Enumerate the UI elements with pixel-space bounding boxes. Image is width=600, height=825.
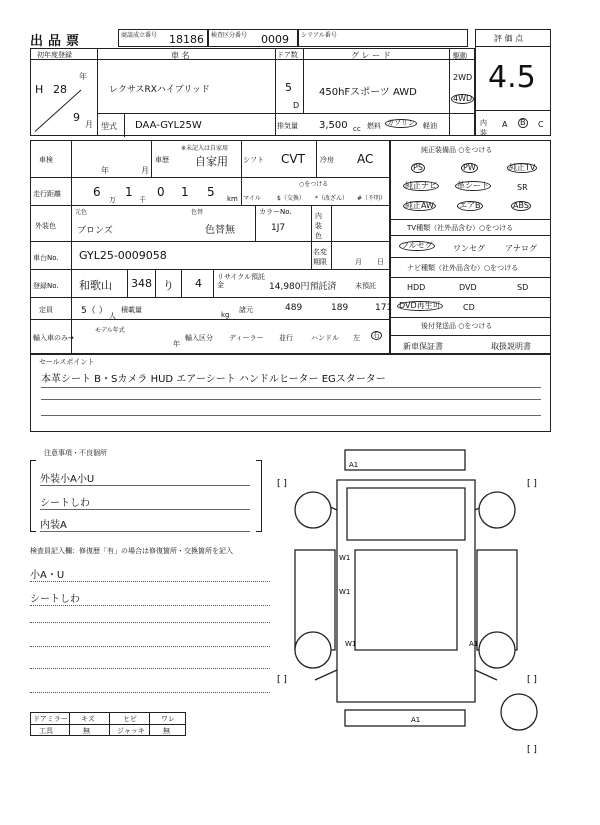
header-rack-box: 検査区分番号 0009 [208,29,298,47]
height-value: 171 [375,303,393,313]
color-change: 色替無 [205,225,235,236]
sales-point-box: セールスポイント 本革シート B・Sカメラ HUD エアーシート ハンドルヒーター EGスターター [30,354,551,432]
doors-value: 5 [285,81,292,94]
after-warranty: 新車保証書 [403,342,443,351]
equip-aw: 純正AW [405,201,434,210]
equip-abs: ABS [513,201,529,210]
color-no: 1J7 [271,223,286,233]
svg-text:[ ]: [ ] [277,675,287,685]
svg-text:[ ]: [ ] [277,479,287,489]
use-value: 自家用 [195,155,228,168]
sales-point-text: 本革シート B・Sカメラ HUD エアーシート ハンドルヒーター EGスターター [41,370,541,388]
mileage-digit-5: 5 [207,185,215,199]
model-value: DAA-GYL25W [135,120,202,131]
mileage-digit-1: 6 [93,185,101,199]
mileage-digit-3: 0 [157,185,165,199]
length-value: 489 [285,303,303,313]
note-2: シートしわ [40,494,250,510]
nav-dvd-play: DVD再生可 [399,301,441,310]
recycle-value: 14,980円預託済 [269,282,337,292]
note-3: 内装A [40,516,250,532]
header-lot-box: 商談成立番号 18186 [118,29,208,47]
equip-leather: 革シート [457,181,489,190]
first-reg-year: 28 [53,83,67,96]
chassis-no: GYL25-0009058 [79,249,167,262]
grade-value: 450hFスポーツ AWD [319,87,417,98]
car-name: レクサスRXハイブリッド [109,85,210,95]
drive-4wd-circled: 4WD [453,94,473,103]
after-manual: 取扱説明書 [491,342,531,351]
equip-sr: SR [517,183,528,192]
equip-ps: PS [413,163,423,172]
reg-num: 4 [195,277,202,290]
inspector-note-2: シートしわ [30,590,270,606]
notes-area: 注意事項・不良個所 外装小A小U シートしわ 内装A [30,448,270,538]
detail-table: 車検 年 月 車歴 ※未記入は自家用 自家用 シフト CVT 冷房 AC 走行距離 6 万 1 千 0 1 5 km ○をつける マイル $（交換） *（改ざん） #（不明） 外装色 元色 ブロンズ 色替 色替無 カラーNo. 1J7 内装色 車台No. GYL25-0009058 名変期限 月 日 登録No. 和歌山 348 り 4 リサイクル預託金 14,980円預託済 未預託 定員 5（ ） 人 積載量 kg 諸元 489 189 171 輸入車のみ→ モデル年式 年 輸入区分 ディーラー 並行 ハンドル 左 右 [30,140,390,354]
svg-text:[ ]: [ ] [527,675,537,685]
accessory-table: ドアミラー キズ ヒビ ワレ 工具 無 ジャッキ 無 [30,712,186,736]
reg-kana: り [163,279,174,292]
page-title: 出品票 [30,34,85,49]
capacity-value: 5（ ） [81,306,108,316]
car-damage-diagram [275,440,560,770]
diagram-mark-w1-2: W1 [339,588,351,596]
svg-text:[ ]: [ ] [527,745,537,755]
fuel-gasoline-circled: ガソリン [387,119,415,127]
aircon-value: AC [357,152,374,166]
score-box: 評 価 点 4.5 内装 A B C [475,29,551,136]
diagram-mark-a1-front: A1 [349,461,359,469]
first-reg-era: H [35,83,44,96]
note-1: 外装小A小U [40,470,250,486]
interior-grade-circled: B [520,118,526,127]
original-color: ブロンズ [77,226,113,236]
header-serial-box: シリアル番号 [298,29,468,47]
svg-text:[ ]: [ ] [527,479,537,489]
vehicle-info-table: 初年度登録 車 名 ドア数 グ レ ー ド 駆動 H 28 年 9 月 レクサスRXハイブリッド 5 D 450hFスポーツ AWD 2WD 4WD 型式 DAA-GYL25W 排気量 3,500 cc 燃料 ガソリン 軽油 [30,48,475,136]
equipment-panel: 純正装備品 ○をつける PS PW 純正TV 純正ナビ 革シート SR 純正AW エアB ABS TV種類（社外品含む）○をつける フルセグ ワンセグ アナログ ナビ種類（社外品含む）○をつける HDD DVD SD DVD再生可 CD 後付発送品 ○をつける 新車保証書 取扱説明書 [390,140,551,354]
shift-value: CVT [281,152,305,166]
inspector-area: 検査員記入欄：修復歴「有」の場合は修復箇所・交換箇所を記入 小A・U シートしわ [30,546,280,706]
width-value: 189 [331,303,349,313]
score-value: 4.5 [488,60,536,95]
mileage-digit-2: 1 [125,185,133,199]
first-reg-month: 9 [73,111,80,124]
equip-airbag: エアB [459,201,481,210]
handle-right-circled: 右 [373,331,380,339]
equip-navi: 純正ナビ [405,181,437,190]
inspector-note-1: 小A・U [30,566,270,582]
diagram-mark-w1-1: W1 [339,554,351,562]
mileage-digit-4: 1 [181,185,189,199]
lot-number: 18186 [169,33,204,46]
tv-fullseg: フルセグ [401,241,433,250]
equip-tv: 純正TV [509,163,536,172]
rack-number: 0009 [261,33,289,46]
diagram-mark-a1-rear: A1 [411,716,421,724]
equip-pw: PW [463,163,476,172]
diagram-mark-w1-3: W1 [345,640,357,648]
diagram-mark-a1-side: A1 [469,640,479,648]
reg-class: 348 [131,277,152,290]
reg-area: 和歌山 [79,279,112,292]
displacement-value: 3,500 [319,120,348,131]
